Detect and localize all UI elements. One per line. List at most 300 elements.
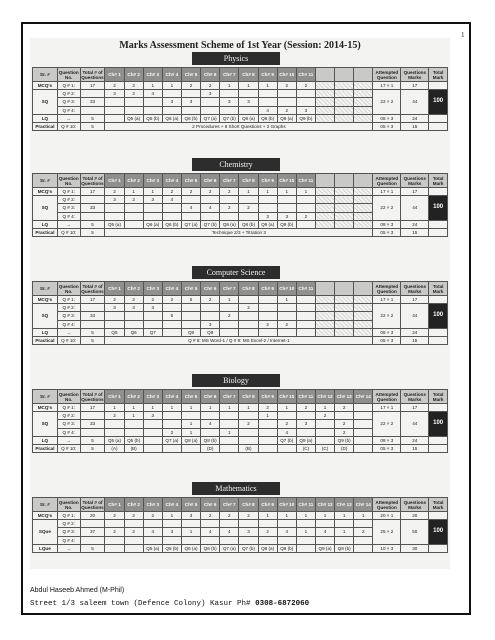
row-label: MCQ's — [33, 404, 58, 412]
chapter-header: Ch# 13 — [335, 390, 354, 404]
chapter-cell: Q9 — [201, 328, 220, 336]
total-questions-cell: 37 — [80, 528, 105, 536]
row-label: Practical — [33, 122, 58, 130]
chapter-header: Ch# 6 — [201, 68, 220, 82]
chapter-cell: Q8 (b) — [201, 436, 220, 444]
empty-cell — [335, 90, 354, 98]
chapter-header: Ch# 12 — [315, 498, 334, 512]
chapter-cell: (A) — [105, 444, 124, 452]
chapter-header: Ch# 4 — [162, 390, 181, 404]
attempted-cell: 17 × 1 — [373, 188, 401, 196]
question-no-header: Question No. — [58, 283, 79, 294]
chapter-cell: Q9 (a) — [315, 544, 334, 552]
total-mark-cell — [429, 188, 448, 196]
chapter-cell: 2 — [239, 512, 258, 520]
chapter-header: Ch# 4 — [162, 498, 181, 512]
empty-cell — [354, 188, 373, 196]
chapter-cell — [220, 196, 239, 204]
empty-cell — [315, 98, 334, 106]
chapter-cell — [239, 536, 258, 544]
chapter-cell: (D) — [201, 444, 220, 452]
chapter-cell: 3 — [181, 512, 200, 520]
total-mark-value: 100 — [429, 196, 448, 221]
chapter-cell: 1 — [124, 404, 143, 412]
chapter-cell: Q6 (a) — [162, 114, 181, 122]
chapter-cell — [105, 420, 124, 428]
chapter-cell: 2 — [124, 82, 143, 90]
attempted-cell: 05 × 3 — [373, 444, 401, 452]
chapter-cell — [258, 428, 277, 436]
attempted-cell: 08 × 3 — [373, 114, 401, 122]
total-questions-cell — [80, 428, 105, 436]
total-questions-cell — [80, 106, 105, 114]
question-marks-cell: 50 — [401, 520, 429, 545]
chapter-cell: Q9 (a) — [258, 220, 277, 228]
chapter-cell: 2 — [220, 312, 239, 320]
question-no-cell: Q # 2: — [57, 520, 80, 528]
chapter-cell — [258, 436, 277, 444]
chapter-cell — [258, 420, 277, 428]
chapter-cell: Q7 — [143, 328, 162, 336]
chapter-cell: 2 — [220, 512, 239, 520]
chapter-cell — [239, 436, 258, 444]
chapter-cell: 1 — [201, 404, 220, 412]
chapter-cell — [220, 90, 239, 98]
table-row — [33, 188, 448, 196]
total-questions-header: Total # of Questions — [81, 283, 104, 294]
empty-cell — [354, 106, 373, 114]
total-questions-header: Total # of Questions — [81, 391, 104, 402]
empty-header-cell — [354, 68, 373, 82]
chapter-cell: 4 — [258, 106, 277, 114]
question-no-cell: Q # 4: — [57, 212, 80, 220]
chapter-cell — [124, 98, 143, 106]
chapter-cell — [258, 296, 277, 304]
chapter-cell — [220, 328, 239, 336]
table-row — [33, 412, 448, 420]
row-label: LQue — [33, 544, 58, 552]
chapter-header: Ch# 9 — [258, 68, 277, 82]
chapter-cell: Q6 (b) — [201, 544, 220, 552]
attempted-cell: 10 × 3 — [373, 544, 401, 552]
chapter-cell: 2 — [162, 296, 181, 304]
chapter-cell: Q8 — [181, 328, 200, 336]
chapter-cell: Q5 (a) — [105, 436, 124, 444]
chapter-cell: 2 — [315, 412, 334, 420]
chapter-cell: 2 — [124, 512, 143, 520]
chapter-cell — [143, 312, 162, 320]
chapter-cell: Q7 (b) — [277, 436, 296, 444]
chapter-header: Ch# 1 — [105, 390, 124, 404]
chapter-cell: 1 — [162, 512, 181, 520]
chapter-cell: 1 — [162, 82, 181, 90]
total-questions-cell — [80, 536, 105, 544]
chapter-cell: 2 — [335, 420, 354, 428]
attempted-cell: 17 × 1 — [373, 296, 401, 304]
chapter-header: Ch# 7 — [220, 390, 239, 404]
chapter-cell: Q8 (b) — [258, 114, 277, 122]
chapter-cell: 3 — [143, 412, 162, 420]
chapter-cell: 2 — [162, 188, 181, 196]
table-row — [33, 220, 448, 228]
chapter-cell: 3 — [239, 98, 258, 106]
empty-header-cell — [335, 282, 354, 296]
chapter-cell — [124, 536, 143, 544]
chapter-cell — [277, 328, 296, 336]
chapter-cell: Q5 (a) — [124, 114, 143, 122]
chapter-cell: 4 — [277, 528, 296, 536]
chapter-header: Ch# 10 — [277, 174, 296, 188]
chapter-cell — [181, 312, 200, 320]
marks-table — [32, 497, 448, 553]
row-label: SQue — [33, 520, 58, 545]
question-no-cell: Q # 1: — [57, 296, 80, 304]
chapter-cell: Q5 (a) — [105, 220, 124, 228]
table-row — [33, 82, 448, 90]
chapter-cell — [220, 412, 239, 420]
total-mark-cell — [429, 544, 448, 552]
chapter-header: Ch# 14 — [354, 498, 373, 512]
chapter-cell: 1 — [277, 188, 296, 196]
chapter-cell — [162, 304, 181, 312]
chapter-cell — [201, 98, 220, 106]
question-no-cell: → — [57, 328, 80, 336]
chapter-header: Ch# 2 — [124, 282, 143, 296]
chapter-cell — [220, 436, 239, 444]
row-label: SQ — [33, 90, 58, 115]
attempted-cell: 22 × 2 — [373, 304, 401, 329]
total-mark-cell — [429, 336, 448, 344]
question-marks-cell: 30 — [401, 544, 429, 552]
chapter-cell — [277, 196, 296, 204]
chapter-cell: (B) — [124, 444, 143, 452]
chapter-cell: 1 — [296, 512, 315, 520]
chapter-header: Ch# 10 — [277, 390, 296, 404]
attempted-cell: 22 × 2 — [373, 412, 401, 437]
empty-cell — [335, 196, 354, 204]
chapter-header: Ch# 4 — [162, 174, 181, 188]
empty-cell — [354, 328, 373, 336]
attempted-cell: 05 × 3 — [373, 122, 401, 130]
question-marks-cell: 24 — [401, 114, 429, 122]
chapter-cell: 2 — [335, 428, 354, 436]
chapter-cell: Q8 (a) — [181, 436, 200, 444]
chapter-cell: 3 — [105, 304, 124, 312]
question-no-cell: Q # 2: — [57, 304, 80, 312]
question-no-cell: Q # 1: — [57, 404, 80, 412]
chapter-cell — [239, 312, 258, 320]
chapter-header: Ch# 3 — [143, 174, 162, 188]
chapter-cell: Q8 (b) — [277, 544, 296, 552]
question-marks-header: Questions Marks — [401, 68, 429, 82]
empty-cell — [315, 204, 334, 212]
chapter-cell: 2 — [105, 188, 124, 196]
total-questions-header: Total # of Questions — [81, 69, 104, 80]
chapter-cell — [181, 536, 200, 544]
chapter-cell — [354, 536, 373, 544]
chapter-cell: 1 — [258, 82, 277, 90]
chapter-cell — [239, 196, 258, 204]
empty-cell — [315, 212, 334, 220]
chapter-cell — [335, 536, 354, 544]
total-mark-cell — [429, 328, 448, 336]
marks-table — [32, 173, 448, 237]
chapter-cell: Q8 (a) — [220, 220, 239, 228]
chapter-cell: 2 — [220, 188, 239, 196]
question-marks-cell: 44 — [401, 412, 429, 437]
attempted-header: Attempted Question — [373, 68, 401, 82]
chapter-cell — [239, 328, 258, 336]
question-no-cell: → — [57, 114, 80, 122]
empty-cell — [354, 90, 373, 98]
chapter-header: Ch# 11 — [296, 390, 315, 404]
chapter-cell: (C) — [296, 444, 315, 452]
chapter-cell: 2 — [143, 512, 162, 520]
chapter-cell: (D) — [335, 444, 354, 452]
chapter-cell: 3 — [105, 90, 124, 98]
chapter-cell: 5 — [181, 296, 200, 304]
total-mark-cell — [429, 512, 448, 520]
chapter-cell: 3 — [201, 90, 220, 98]
chapter-header: Ch# 5 — [181, 390, 200, 404]
table-row — [33, 296, 448, 304]
chapter-header: Ch# 6 — [201, 390, 220, 404]
chapter-cell — [143, 98, 162, 106]
chapter-cell: 1 — [354, 512, 373, 520]
question-no-cell: Q # 1: — [57, 512, 80, 520]
chapter-cell: 1 — [143, 82, 162, 90]
chapter-cell: Q9 (a) — [296, 436, 315, 444]
question-marks-cell: 44 — [401, 196, 429, 221]
chapter-header: Ch# 10 — [277, 498, 296, 512]
total-questions-cell — [80, 412, 105, 420]
chapter-cell — [143, 444, 162, 452]
section-title: Physics — [192, 52, 280, 65]
chapter-cell — [258, 328, 277, 336]
total-mark-header: Total Mark — [429, 282, 448, 296]
chapter-cell — [143, 536, 162, 544]
chapter-cell: 1 — [181, 528, 200, 536]
chapter-cell — [143, 212, 162, 220]
chapter-cell — [105, 114, 124, 122]
question-no-header: Question No. — [58, 391, 79, 402]
document-title: Marks Assessment Scheme of 1st Year (Session: 2014-15) — [119, 40, 361, 51]
question-no-cell: Q # 3: — [57, 312, 80, 320]
chapter-cell — [143, 320, 162, 328]
chapter-cell — [354, 404, 373, 412]
row-label: MCQ's — [33, 82, 58, 90]
chapter-cell: 2 — [296, 404, 315, 412]
chapter-cell — [335, 520, 354, 528]
chapter-cell — [162, 536, 181, 544]
chapter-cell — [239, 106, 258, 114]
total-questions-cell: 33 — [80, 312, 105, 320]
chapter-cell: 3 — [239, 528, 258, 536]
chapter-cell — [162, 444, 181, 452]
total-questions-header: Total # of Questions — [81, 499, 104, 510]
empty-cell — [354, 114, 373, 122]
question-marks-cell: 17 — [401, 296, 429, 304]
chapter-cell: Q9 (b) — [335, 544, 354, 552]
empty-cell — [335, 296, 354, 304]
total-mark-header: Total Mark — [429, 390, 448, 404]
chapter-cell: 2 — [277, 106, 296, 114]
chapter-header: Ch# 1 — [105, 68, 124, 82]
empty-cell — [315, 220, 334, 228]
chapter-cell — [201, 536, 220, 544]
chapter-cell: 3 — [220, 98, 239, 106]
chapter-cell: 4 — [201, 528, 220, 536]
question-marks-cell: 15 — [401, 122, 429, 130]
question-marks-cell: 15 — [401, 228, 429, 236]
total-questions-cell: 5 — [80, 122, 105, 130]
table-row — [33, 404, 448, 412]
chapter-cell: 4 — [315, 528, 334, 536]
table-row — [33, 512, 448, 520]
chapter-cell: 1 — [105, 404, 124, 412]
marks-table — [32, 281, 448, 345]
attempted-header: Attempted Question — [373, 390, 401, 404]
empty-header-cell — [315, 282, 334, 296]
chapter-cell — [239, 296, 258, 304]
chapter-cell — [143, 420, 162, 428]
marks-table — [32, 389, 448, 453]
chapter-cell: 2 — [105, 412, 124, 420]
empty-header-cell — [354, 174, 373, 188]
empty-cell — [315, 90, 334, 98]
chapter-cell — [181, 304, 200, 312]
chapter-cell: 1 — [143, 188, 162, 196]
scanned-document — [30, 38, 450, 569]
chapter-cell — [277, 90, 296, 98]
page-number: 1 — [461, 31, 465, 39]
attempted-cell: 22 × 2 — [373, 196, 401, 221]
total-questions-cell: 5 — [80, 544, 105, 552]
chapter-cell: 2 — [239, 204, 258, 212]
chapter-cell — [181, 520, 200, 528]
question-no-cell: Q # 2: — [57, 90, 80, 98]
chapter-cell — [162, 204, 181, 212]
chapter-cell: Q7 (a) — [220, 544, 239, 552]
empty-cell — [335, 82, 354, 90]
chapter-cell — [277, 98, 296, 106]
total-mark-header: Total Mark — [429, 174, 448, 188]
row-label: LQ — [33, 328, 58, 336]
attempted-header: Attempted Question — [373, 498, 401, 512]
chapter-header: Ch# 10 — [277, 68, 296, 82]
attempted-cell: 17 × 1 — [373, 404, 401, 412]
empty-cell — [354, 82, 373, 90]
chapter-cell — [124, 312, 143, 320]
chapter-cell — [354, 428, 373, 436]
chapter-cell: Q9 (b) — [296, 114, 315, 122]
empty-header-cell — [335, 174, 354, 188]
chapter-cell: 2 — [124, 528, 143, 536]
chapter-cell: 2 — [220, 204, 239, 212]
chapter-cell — [220, 420, 239, 428]
total-questions-cell — [80, 320, 105, 328]
chapter-header: Ch# 4 — [162, 282, 181, 296]
question-marks-cell: 24 — [401, 328, 429, 336]
chapter-cell — [124, 544, 143, 552]
chapter-cell: 2 — [105, 82, 124, 90]
chapter-cell: 1 — [315, 404, 334, 412]
question-no-header: Question No. — [58, 175, 79, 186]
total-mark-header: Total Mark — [429, 68, 448, 82]
chapter-header: Ch# 2 — [124, 498, 143, 512]
question-no-cell: Q # 4: — [57, 428, 80, 436]
chapter-header: Ch# 1 — [105, 498, 124, 512]
chapter-cell — [315, 520, 334, 528]
chapter-cell: 2 — [105, 512, 124, 520]
chapter-cell — [258, 536, 277, 544]
chapter-cell: 1 — [277, 296, 296, 304]
empty-cell — [335, 312, 354, 320]
chapter-cell: Q7 (b) — [239, 544, 258, 552]
chapter-header: Ch# 6 — [201, 498, 220, 512]
chapter-cell — [220, 106, 239, 114]
chapter-header: Ch# 2 — [124, 390, 143, 404]
chapter-cell: 1 — [239, 404, 258, 412]
row-label: LQ — [33, 220, 58, 228]
chapter-cell — [354, 520, 373, 528]
chapter-cell: 2 — [201, 82, 220, 90]
chapter-header: Ch# 8 — [239, 174, 258, 188]
chapter-cell — [143, 106, 162, 114]
chapter-cell: 2 — [105, 528, 124, 536]
table-row — [33, 444, 448, 452]
chapter-cell: 4 — [277, 428, 296, 436]
total-questions-cell: 5 — [80, 336, 105, 344]
chapter-cell: 2 — [201, 512, 220, 520]
chapter-cell — [220, 212, 239, 220]
chapter-header: Ch# 11 — [296, 282, 315, 296]
total-mark-cell — [429, 436, 448, 444]
chapter-cell — [105, 428, 124, 436]
chapter-header: Ch# 6 — [201, 174, 220, 188]
total-questions-cell: 17 — [80, 188, 105, 196]
chapter-cell — [201, 520, 220, 528]
chapter-cell: Q5 (b) — [143, 114, 162, 122]
chapter-cell: 1 — [162, 404, 181, 412]
table-header-row — [33, 68, 448, 82]
empty-cell — [335, 204, 354, 212]
chapter-cell — [143, 428, 162, 436]
chapter-header: Ch# 2 — [124, 174, 143, 188]
chapter-cell — [105, 320, 124, 328]
chapter-cell: 2 — [277, 420, 296, 428]
question-marks-header: Questions Marks — [401, 282, 429, 296]
chapter-cell — [277, 312, 296, 320]
chapter-cell: 2 — [258, 320, 277, 328]
chapter-cell — [296, 412, 315, 420]
table-header-row — [33, 498, 448, 512]
chapter-cell — [296, 312, 315, 320]
chapter-cell — [258, 304, 277, 312]
chapter-cell — [277, 204, 296, 212]
question-no-cell: Q # 3: — [57, 98, 80, 106]
practical-description: Technique 2/3 + Titration 3 — [105, 228, 373, 236]
chapter-cell: 2 — [277, 82, 296, 90]
chapter-header: Ch# 2 — [124, 68, 143, 82]
chapter-header: Ch# 6 — [201, 282, 220, 296]
sr-header: Sr. # — [33, 68, 58, 82]
table-row — [33, 304, 448, 312]
chapter-cell: 1 — [181, 428, 200, 436]
chapter-cell — [143, 520, 162, 528]
question-marks-cell: 24 — [401, 220, 429, 228]
chapter-cell: 3 — [143, 196, 162, 204]
